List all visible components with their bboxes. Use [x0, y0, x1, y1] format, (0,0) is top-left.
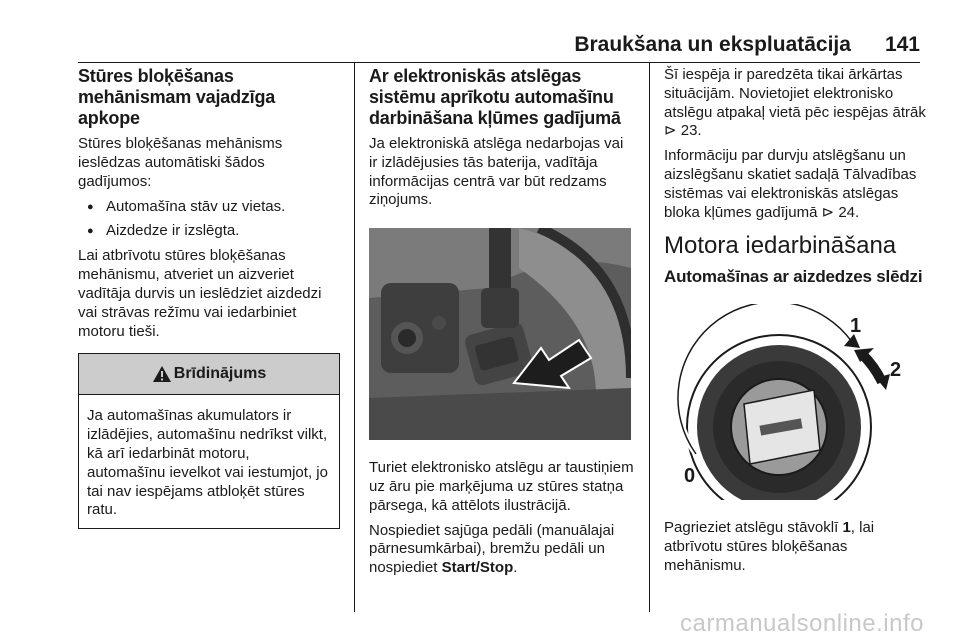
- paragraph-text: Nospiediet sajūga pedāli (manuālajai pārnesumkārbai), bremžu pedāli un nospiediet: [369, 521, 615, 577]
- emergency-paragraph-2: Turiet elektronisko atslēgu ar taustiņiem uz āru pie marķējuma uz stūres statņa pārsega, kā attēlots ilustrācijā.: [369, 459, 634, 514]
- column-divider-1: [354, 62, 355, 612]
- ignition-switch-subheading: Automašīnas ar aizdedzes slēdzi: [664, 267, 923, 287]
- start-stop-label: Start/Stop: [441, 559, 514, 577]
- emergency-paragraph-1: Ja elektroniskā atslēga nedarbojas vai ir izlādējusies tās baterija, vadītāja informācijas centrā var būt redzams ziņojums.: [369, 135, 624, 209]
- emergency-paragraph-3: [369, 522, 635, 578]
- warning-triangle-icon: [152, 365, 172, 383]
- emergency-note: Šī iespēja ir paredzēta tikai ārkārtas situācijām. Novietojiet elektronisko atslēgu atpakaļ vietā pēc iespējas ātrāk ⊳ 23.: [664, 66, 926, 140]
- warning-header: [79, 354, 339, 395]
- column-1: [78, 66, 340, 529]
- column-divider-2: [649, 62, 650, 612]
- header-rule: [78, 62, 920, 63]
- column-3: [664, 66, 926, 582]
- list-item: ● Automašīna stāv uz vietas.: [78, 197, 340, 217]
- dial-label-0: 0: [684, 465, 696, 488]
- paragraph-text: Pagrieziet atslēgu stāvoklī: [664, 519, 843, 537]
- warning-title: Brīdinājums: [173, 365, 267, 383]
- dial-label-1: 1: [850, 315, 862, 338]
- dial-label-2: 2: [890, 359, 902, 382]
- steering-lock-intro: Stūres bloķēšanas mehānisms ieslēdzas automātiski šādos gadījumos:: [78, 135, 283, 190]
- paragraph-text: , lai atbrīvotu stūres bloķēšanas mehānismu.: [664, 519, 875, 574]
- page-header: [78, 30, 920, 60]
- steering-column-photo: [369, 228, 631, 440]
- header-title: Braukšana un ekspluatācija: [574, 33, 851, 56]
- ignition-paragraph: [664, 519, 926, 575]
- warning-text: Ja automašīnas akumulators ir izlādējies, automašīnu nedrīkst vilkt, kā arī iedarbināt motoru, automašīnu ievelkot vai iestumjot, jo tai nav iespējams atbloķēt stūres ratu.: [87, 407, 328, 519]
- warning-box: [78, 353, 340, 529]
- page-number: 141: [884, 33, 920, 56]
- steering-lock-heading: Stūres bloķēšanas mehānismam vajadzīga apkope: [78, 66, 276, 128]
- emergency-start-heading: Ar elektroniskās atslēgas sistēmu aprīkotu automašīnu darbināšana kļūmes gadījumā: [369, 66, 621, 128]
- paragraph-text: .: [513, 559, 518, 577]
- engine-start-heading: Motora iedarbināšana: [664, 232, 897, 260]
- position-1-label: 1: [842, 519, 851, 537]
- column-2: [369, 66, 635, 584]
- door-lock-info: Informāciju par durvju atslēgšanu un aizslēgšanu skatiet sadaļā Tālvadības sistēmas vai elektroniskās atslēgas bloka kļūmes gadījumā ⊳ 24.: [664, 147, 917, 221]
- ignition-switch-diagram: [664, 304, 926, 500]
- list-item: ● Aizdedze ir izslēgta.: [78, 221, 340, 241]
- release-paragraph: Lai atbrīvotu stūres bloķēšanas mehānismu, atveriet un aizveriet vadītāja durvis un ieslēdziet aizdedzi vai strāvas režīmu vai iedarbiniet motoru tieši.: [78, 247, 322, 340]
- conditions-list: [78, 197, 340, 241]
- watermark: carmanualsonline.info: [680, 610, 924, 637]
- warning-body: [79, 395, 339, 528]
